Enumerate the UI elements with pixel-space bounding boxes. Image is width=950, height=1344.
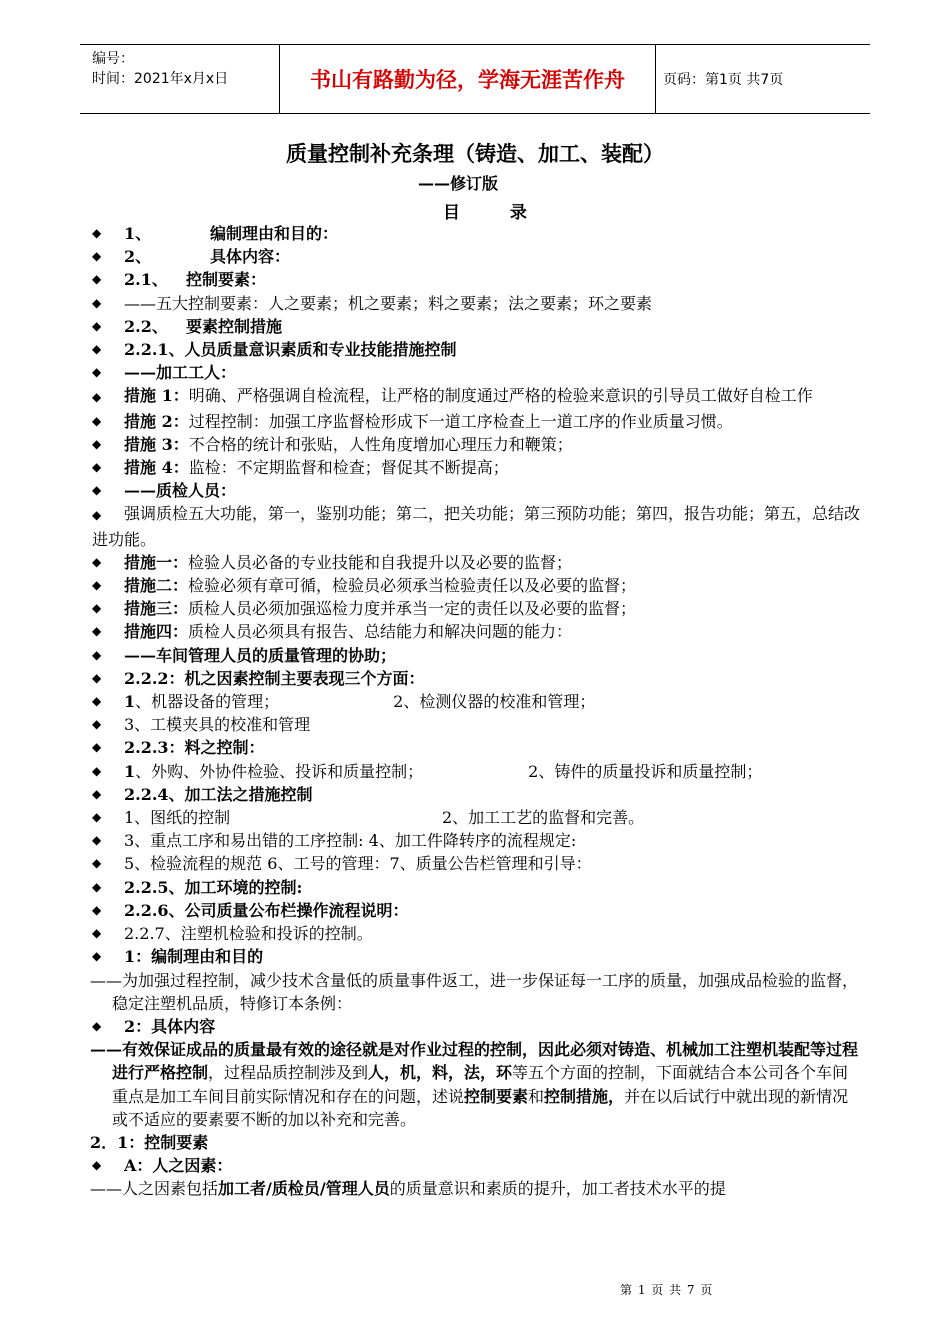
header-meta: [80, 45, 280, 113]
bullet-icon: ◆: [92, 318, 102, 333]
list-item: ◆ ——加工工人：: [92, 363, 237, 383]
paragraph: ——为加强过程控制，减少技术含量低的质量事件返工，进一步保证每一工序的质量，加强成品检验的监督，稳定注塑机品质，特修订本条例：: [90, 970, 859, 1013]
document-subtitle: ——修订版: [418, 174, 499, 193]
bullet-icon: ◆: [92, 926, 102, 941]
bullet-icon: ◆: [92, 436, 102, 451]
list-item: ◆ 3、工模夹具的校准和管理: [92, 715, 311, 735]
list-item: ◆ 1、机器设备的管理； 2、检测仪器的校准和管理；: [92, 692, 596, 712]
list-item: ◆ 措施四：质检人员必须具有报告、总结能力和解决问题的能力：: [92, 622, 573, 642]
bullet-icon: ◆: [92, 249, 102, 264]
bullet-icon: ◆: [92, 413, 102, 428]
list-item: ◆ 2.2.6、公司质量公布栏操作流程说明：: [92, 900, 409, 920]
list-item: ◆ 措施一：检验人员必备的专业技能和自我提升以及必要的监督；: [92, 552, 573, 572]
document-body: [92, 222, 862, 1201]
document-header: [80, 44, 870, 114]
toc-heading: 目 录: [443, 203, 549, 223]
list-item: ◆ 2.2.5、加工环境的控制:: [92, 877, 303, 897]
bullet-icon: ◆: [92, 833, 102, 848]
list-item: ◆ 2.2.3：料之控制：: [92, 738, 265, 758]
bullet-icon: ◆: [92, 740, 102, 755]
list-item: ◆ 1、 编制理由和目的：: [92, 224, 339, 243]
bullet-icon: ◆: [92, 624, 102, 639]
paragraph: ——有效保证成品的质量最有效的途径就是对作业过程的控制，因此必须对铸造、机械加工注塑机装配等过程进行严格控制，过程品质控制涉及到人，机，料，法，环等五个方面的控制，下面就结合本公司各个车间重点是加工车间目前实际情况和存在的问题，述说控制要素和控制措施，并在以后试行中就出现的新情况或不适应的要素要不断的加以补充和完善。: [90, 1040, 859, 1129]
list-item: ◆ 2.2.2：机之因素控制主要表现三个方面：: [92, 668, 425, 688]
bullet-icon: ◆: [92, 554, 102, 569]
list-item: ◆ 措施 4：监检：不定期监督和检查；督促其不断提高；: [92, 458, 509, 478]
bullet-icon: ◆: [92, 390, 102, 405]
list-item: ◆ 2.1、 控制要素：: [92, 270, 267, 290]
list-item: ◆ ——质检人员：: [92, 481, 237, 501]
bullet-icon: ◆: [92, 1158, 102, 1173]
list-item: ◆ ——五大控制要素：人之要素；机之要素；料之要素；法之要素；环之要素: [92, 293, 653, 313]
bullet-icon: ◆: [92, 272, 102, 287]
bullet-icon: ◆: [92, 578, 102, 593]
section-heading: 2．1：控制要素: [90, 1132, 209, 1152]
list-item: ◆ 措施 2：过程控制：加强工序监督检形成下一道工序检查上一道工序的作业质量习惯。: [92, 411, 733, 431]
list-item: ◆ 措施二：检验必须有章可循，检验员必须承当检验责任以及必要的监督；: [92, 576, 637, 596]
bullet-icon: ◆: [92, 717, 102, 732]
bullet-icon: ◆: [92, 902, 102, 917]
bullet-icon: ◆: [92, 647, 102, 662]
bullet-icon: ◆: [92, 879, 102, 894]
list-item: ◆ 1：编制理由和目的: [92, 947, 264, 967]
bullet-icon: ◆: [92, 856, 102, 871]
bullet-icon: ◆: [92, 365, 102, 380]
list-item: ◆ 2.2.1、人员质量意识素质和专业技能措施控制: [92, 340, 457, 360]
bullet-icon: ◆: [92, 295, 102, 310]
bullet-icon: ◆: [92, 670, 102, 685]
list-item: ◆ 1、图纸的控制 2、加工工艺的监督和完善。: [92, 808, 645, 828]
bullet-icon: ◆: [92, 810, 102, 825]
list-item: ◆ 3、重点工序和易出错的工序控制: 4、加工件降转序的流程规定:: [92, 831, 577, 851]
page-footer: 第 1 页 共 7 页: [620, 1283, 714, 1297]
paragraph: ——人之因素包括加工者/质检员/管理人员的质量意识和素质的提升，加工者技术水平的提: [90, 1179, 726, 1199]
bullet-icon: ◆: [92, 786, 102, 801]
list-item: ◆ A：人之因素：: [92, 1156, 233, 1176]
bullet-icon: ◆: [92, 508, 102, 523]
bullet-icon: ◆: [92, 763, 102, 778]
bullet-icon: ◆: [92, 694, 102, 709]
list-item: ◆ 2.2.7、注塑机检验和投诉的控制。: [92, 924, 373, 944]
bullet-icon: ◆: [92, 601, 102, 616]
bullet-icon: ◆: [92, 483, 102, 498]
bullet-icon: ◆: [92, 949, 102, 964]
header-motto: 书山有路勤为径，学海无涯苦作舟: [280, 45, 656, 113]
list-item: ◆ 强调质检五大功能，第一，鉴别功能；第二，把关功能；第三预防功能；第四，报告功能；第五，总结改进功能。: [92, 504, 861, 549]
list-item: ◆ 2.2.4、加工法之措施控制: [92, 784, 313, 804]
time-label: 时间：2021年x月x日: [92, 71, 229, 87]
list-item: ◆ 措施三：质检人员必须加强巡检力度并承当一定的责任以及必要的监督；: [92, 599, 637, 619]
list-item: ◆ 措施 1：明确、严格强调自检流程，让严格的制度通过严格的检验来意识的引导员工做好自检工作: [92, 384, 862, 409]
number-label: 编号：: [92, 51, 134, 67]
header-page-info: 页码：第1页 共7页: [663, 72, 784, 88]
bullet-icon: ◆: [92, 460, 102, 475]
bullet-icon: ◆: [92, 342, 102, 357]
list-item: ◆ ——车间管理人员的质量管理的协助；: [92, 645, 397, 665]
list-item: ◆ 2.2、 要素控制措施: [92, 316, 283, 336]
list-item: ◆ 2、 具体内容：: [92, 247, 291, 267]
list-item: ◆ 措施 3：不合格的统计和张贴，人性角度增加心理压力和鞭策；: [92, 434, 573, 454]
list-item: ◆ 1、外购、外协件检验、投诉和质量控制； 2、铸件的质量投诉和质量控制；: [92, 761, 763, 781]
bullet-icon: ◆: [92, 1018, 102, 1033]
document-title: 质量控制补充条理（铸造、加工、装配）: [286, 142, 664, 166]
list-item: ◆ 2：具体内容: [92, 1016, 216, 1036]
list-item: ◆ 5、检验流程的规范 6、工号的管理：7、质量公告栏管理和引导：: [92, 854, 592, 874]
bullet-icon: ◆: [92, 226, 102, 240]
